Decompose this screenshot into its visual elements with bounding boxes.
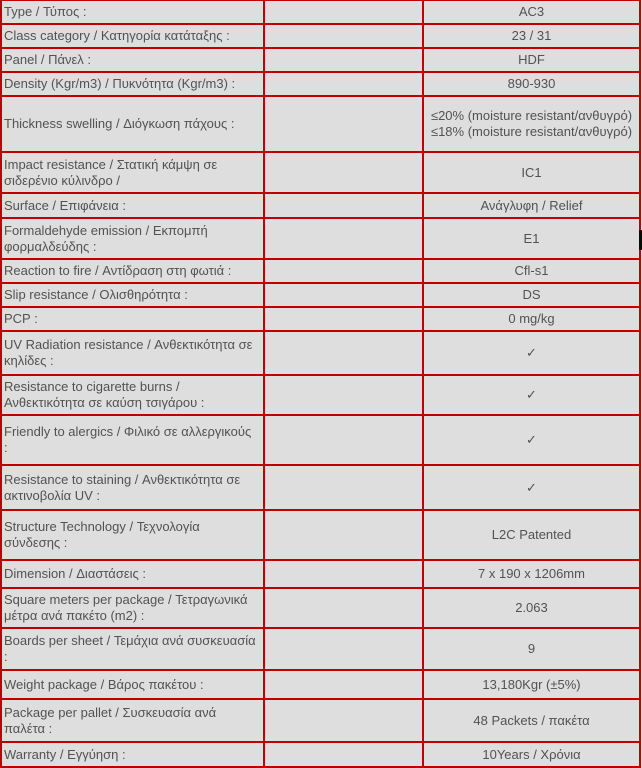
spec-empty-cell	[263, 308, 424, 330]
table-row	[2, 95, 639, 151]
spec-label: UV Radiation resistance / Ανθεκτικότητα σε κηλίδες :	[4, 337, 253, 368]
table-row	[2, 23, 639, 47]
spec-value: HDF	[518, 52, 545, 67]
spec-value: 48 Packets / πακέτα	[473, 712, 590, 728]
spec-value: L2C Patented	[491, 527, 572, 542]
spec-value: 7 x 190 x 1206mm	[478, 566, 585, 581]
table-row	[2, 414, 639, 464]
spec-empty-cell	[263, 260, 424, 282]
table-row	[2, 217, 639, 258]
spec-label: Dimension / Διαστάσεις :	[4, 566, 147, 581]
table-row	[2, 587, 639, 627]
table-row	[2, 71, 639, 95]
table-row	[2, 374, 639, 414]
table-row	[2, 741, 639, 766]
spec-value: ✓	[526, 479, 537, 495]
spec-label: Type / Τύπος :	[4, 4, 87, 19]
spec-empty-cell	[263, 194, 424, 217]
table-row	[2, 306, 639, 330]
spec-label: Panel / Πάνελ :	[4, 52, 92, 67]
spec-label: Boards per sheet / Τεμάχια ανά συσκευασία :	[4, 633, 256, 664]
spec-empty-cell	[263, 743, 424, 766]
table-row	[2, 1, 639, 23]
spec-empty-cell	[263, 629, 424, 669]
spec-value: ✓	[526, 345, 537, 360]
spec-empty-cell	[263, 466, 424, 509]
spec-label: PCP :	[4, 311, 38, 326]
table-row	[2, 282, 639, 306]
table-row	[2, 627, 639, 669]
spec-value: IC1	[521, 164, 542, 180]
spec-label: Formaldehyde emission / Εκπομπή φορμαλδεύδης :	[4, 222, 208, 254]
spec-value: Cfl-s1	[514, 263, 549, 278]
spec-value: E1	[523, 230, 540, 246]
spec-value: Ανάγλυφη / Relief	[480, 197, 583, 213]
spec-empty-cell	[263, 561, 424, 587]
spec-value: 890-930	[507, 76, 556, 91]
table-row	[2, 698, 639, 741]
spec-label: Resistance to cigarette burns / Ανθεκτικότητα σε καύση τσιγάρου :	[4, 379, 205, 410]
spec-label: Density (Kgr/m3) / Πυκνότητα (Kgr/m3) :	[4, 76, 236, 91]
spec-value: 2.063	[515, 600, 548, 615]
spec-label: Warranty / Εγγύηση :	[4, 746, 126, 762]
table-row	[2, 330, 639, 374]
spec-empty-cell	[263, 416, 424, 464]
spec-empty-cell	[263, 153, 424, 192]
spec-value: ✓	[526, 387, 537, 402]
table-row	[2, 669, 639, 698]
spec-empty-cell	[263, 589, 424, 627]
spec-label: Slip resistance / Ολισθηρότητα :	[4, 287, 188, 302]
spec-empty-cell	[263, 25, 424, 47]
spec-empty-cell	[263, 700, 424, 741]
table-row	[2, 258, 639, 282]
spec-empty-cell	[263, 332, 424, 374]
table-row	[2, 192, 639, 217]
spec-label: Surface / Επιφάνεια :	[4, 197, 127, 213]
spec-empty-cell	[263, 671, 424, 698]
table-row	[2, 464, 639, 509]
spec-label: Weight package / Βάρος πακέτου :	[4, 676, 204, 692]
spec-label: Friendly to alergics / Φιλικό σε αλλεργικούς :	[4, 424, 252, 455]
table-row	[2, 509, 639, 559]
spec-label: Square meters per package / Τετραγωνικά μέτρα ανά πακέτο (m2) :	[4, 592, 248, 623]
spec-label: Structure Technology / Τεχνολογία σύνδεσης :	[4, 519, 200, 550]
spec-value: 0 mg/kg	[508, 311, 555, 326]
spec-value: ≤20% (moisture resistant/ανθυγρό) ≤18% (moisture resistant/ανθυγρό)	[430, 108, 633, 139]
spec-empty-cell	[263, 73, 424, 95]
spec-empty-cell	[263, 376, 424, 414]
spec-label: Package per pallet / Συσκευασία ανά παλέτα :	[4, 704, 217, 736]
table-row	[2, 151, 639, 192]
spec-value: 9	[527, 641, 536, 656]
spec-value: 10Years / Χρόνια	[482, 746, 581, 762]
spec-label: Resistance to staining / Ανθεκτικότητα σε ακτινοβολία UV :	[4, 471, 241, 503]
spec-empty-cell	[263, 284, 424, 306]
spec-value: 13,180Kgr (±5%)	[482, 676, 581, 692]
spec-value: ✓	[526, 432, 537, 447]
spec-empty-cell	[263, 1, 424, 23]
table-row	[2, 559, 639, 587]
spec-label: Class category / Κατηγορία κατάταξης :	[4, 28, 230, 43]
spec-value: DS	[522, 287, 541, 302]
spec-empty-cell	[263, 97, 424, 151]
spec-value: 23 / 31	[511, 28, 552, 43]
table-row	[2, 47, 639, 71]
spec-label: Impact resistance / Στατική κάμψη σε σιδερένιο κύλινδρο /	[4, 156, 218, 188]
spec-value: AC3	[518, 4, 545, 19]
spec-empty-cell	[263, 219, 424, 258]
spec-label: Reaction to fire / Αντίδραση στη φωτιά :	[4, 263, 232, 278]
spec-empty-cell	[263, 49, 424, 71]
spec-label: Thickness swelling / Διόγκωση πάχους :	[4, 116, 235, 131]
spec-empty-cell	[263, 511, 424, 559]
